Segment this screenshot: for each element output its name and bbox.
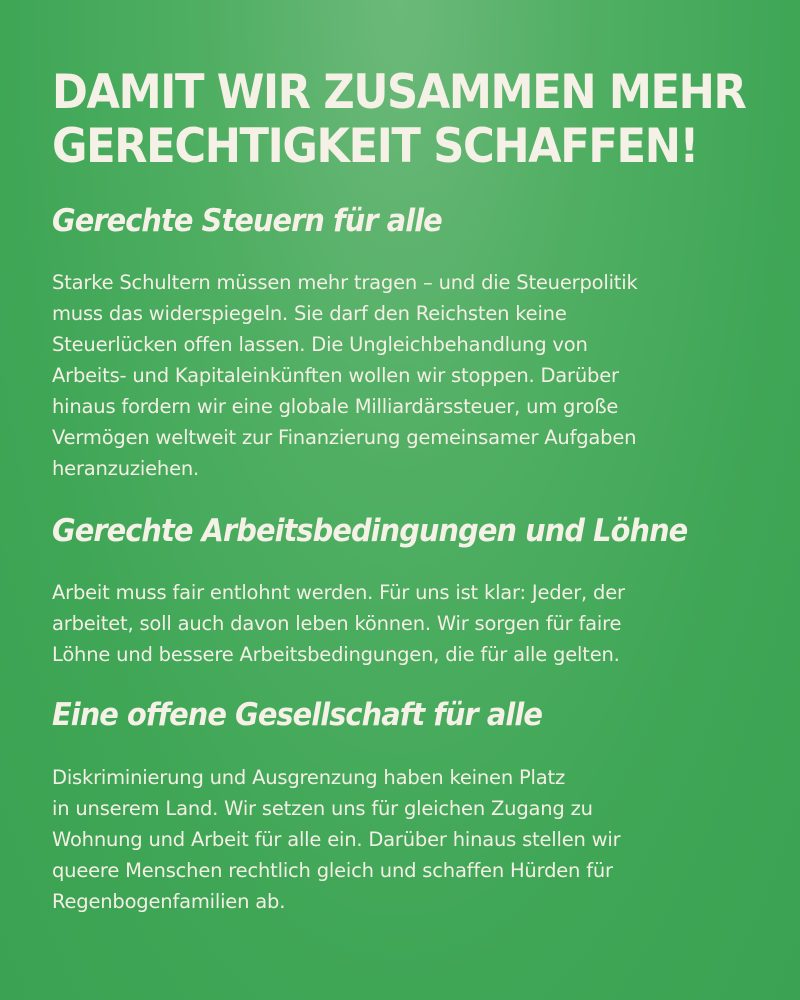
section-body-fair-taxes: Starke Schultern müssen mehr tragen – und die Steuerpolitik muss das widerspiegeln. Sie darf den Reichsten keine Steuerlücken offen lassen. Die Ungleichbehandlung von Arbeits- und Kapitaleinkünften wollen wir stoppen. Darüber hinaus fordern wir eine globale Milliardärssteuer, um große Vermögen weltweit zur Finanzierung gemeinsamer Aufgaben heranzuziehen. xyxy=(52,271,638,480)
section-fair-work xyxy=(52,512,748,670)
headline-line-2: GERECHTIGKEIT SCHAFFEN! xyxy=(52,119,698,174)
section-open-society xyxy=(52,696,748,917)
section-title-fair-taxes: Gerechte Steuern für alle xyxy=(52,203,442,239)
section-body-fair-work: Arbeit muss fair entlohnt werden. Für uns ist klar: Jeder, der arbeitet, soll auch davon leben können. Wir sorgen für faire Löhne und bessere Arbeitsbedingungen, die für alle gelten. xyxy=(52,581,625,666)
section-title-fair-work: Gerechte Arbeitsbedingungen und Löhne xyxy=(52,513,688,549)
headline xyxy=(52,65,746,174)
section-fair-taxes xyxy=(52,202,748,484)
section-title-open-society: Eine offene Gesellschaft für alle xyxy=(52,697,542,733)
headline-line-1: DAMIT WIR ZUSAMMEN MEHR xyxy=(52,65,746,120)
section-body-open-society: Diskriminierung und Ausgrenzung haben keinen Platz in unserem Land. Wir setzen uns für gleichen Zugang zu Wohnung und Arbeit für alle ein. Darüber hinaus stellen wir queere Menschen rechtlich gleich und schaffen Hürden für Regenbogenfamilien ab. xyxy=(52,766,621,913)
